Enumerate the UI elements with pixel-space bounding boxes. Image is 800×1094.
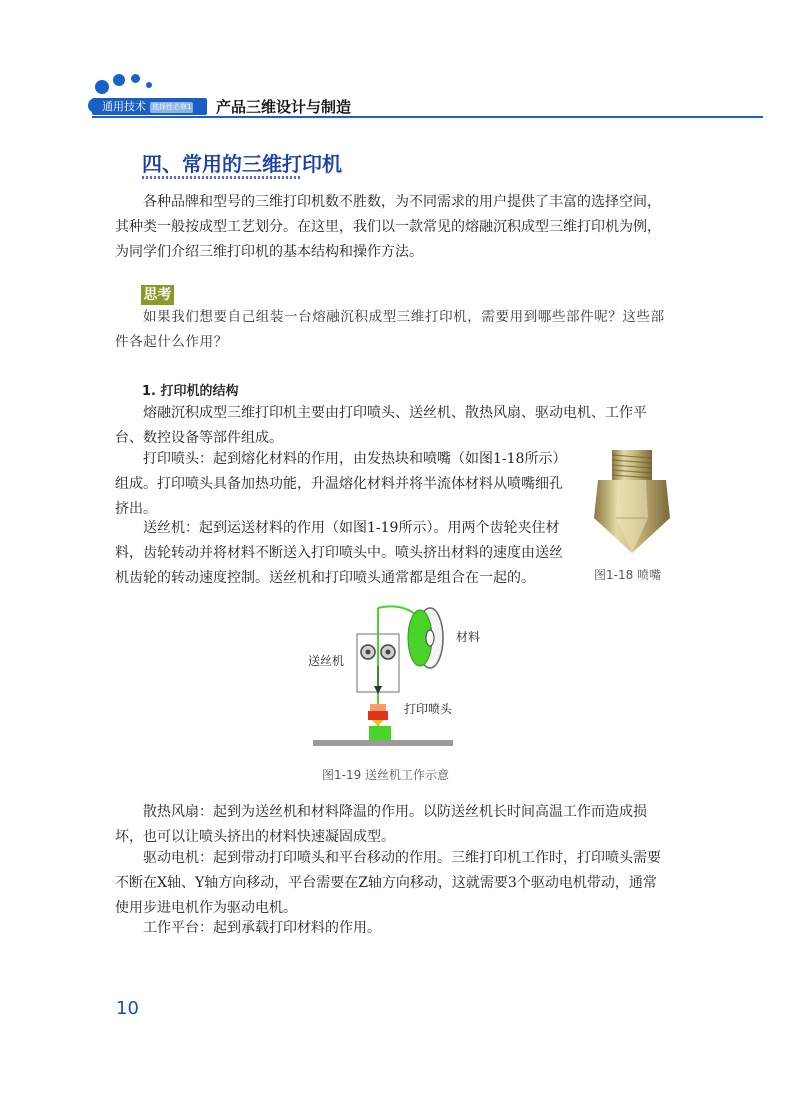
text-line: 不断在X轴、Y轴方向移动，平台需要在Z轴方向移动，这就需要3个驱动电机带动，通常 (115, 875, 657, 891)
think-badge: 思考 (141, 285, 174, 305)
header-dot (95, 80, 109, 94)
think-paragraph (115, 305, 665, 355)
feeder-paragraph (115, 516, 590, 591)
structure-paragraph (115, 401, 665, 451)
text-line: 驱动电机：起到带动打印喷头和平台移动的作用。三维打印机工作时，打印喷头需要 (143, 850, 661, 866)
text-line: 打印喷头：起到熔化材料的作用，由发热块和喷嘴（如图1-18所示） (143, 451, 567, 467)
header-tag-sub: 选择性必修1 (152, 103, 192, 111)
platform-paragraph (115, 916, 665, 941)
text-line: 组成。打印喷头具备加热功能，升温熔化材料并将半流体材料从喷嘴细孔 (115, 476, 563, 492)
text-line: 送丝机：起到运送材料的作用（如图1-19所示）。用两个齿轮夹住材 (143, 520, 560, 536)
header-dot (131, 74, 140, 83)
nozzle-illustration (592, 448, 672, 556)
header-rule (92, 116, 763, 118)
text-line: 件各起什么作用？ (115, 334, 228, 350)
label-feeder: 送丝机 (308, 654, 345, 668)
text-line: 各种品牌和型号的三维打印机数不胜数，为不同需求的用户提供了丰富的选择空间， (143, 194, 661, 210)
figure-caption: 图1-19 送丝机工作示意 (322, 768, 450, 782)
header-title: 产品三维设计与制造 (216, 98, 352, 116)
header-dot (146, 82, 152, 88)
feeder-diagram (308, 600, 458, 750)
text-line: 料，齿轮转动并将材料不断送入打印喷头中。喷头挤出材料的速度由送丝 (115, 545, 563, 561)
label-nozzle: 打印喷头 (404, 702, 453, 716)
text-line: 如果我们想要自己组装一台熔融沉积成型三维打印机，需要用到哪些部件呢？这些部 (143, 309, 665, 325)
motor-paragraph (115, 846, 665, 921)
header-tag-label: 通用技术 (102, 100, 146, 113)
text-line: 坏，也可以让喷头挤出的材料快速凝固成型。 (115, 829, 395, 845)
nozzle-paragraph (115, 447, 590, 522)
page-number: 10 (116, 998, 139, 1019)
text-line: 散热风扇：起到为送丝机和材料降温的作用。以防送丝机长时间高温工作而造成损 (143, 804, 647, 820)
header-tag (92, 98, 207, 115)
intro-paragraph (115, 190, 665, 265)
text-line: 工作平台：起到承载打印材料的作用。 (143, 920, 381, 936)
section-title: 四、常用的三维打印机 (142, 152, 342, 176)
text-line: 熔融沉积成型三维打印机主要由打印喷头、送丝机、散热风扇、驱动电机、工作平 (143, 405, 647, 421)
header-dot (113, 74, 125, 86)
text-line: 机齿轮的转动速度控制。送丝机和打印喷头通常都是组合在一起的。 (115, 570, 535, 586)
figure-caption: 图1-18 喷嘴 (594, 568, 662, 582)
subsection-heading: 1. 打印机的结构 (142, 384, 239, 399)
text-line: 为同学们介绍三维打印机的基本结构和操作方法。 (115, 244, 423, 260)
text-line: 挤出。 (115, 501, 157, 517)
fan-paragraph (115, 800, 665, 850)
section-title-rule (142, 176, 302, 179)
text-line: 台、数控设备等部件组成。 (115, 430, 283, 446)
text-line: 其种类一般按成型工艺划分。在这里，我们以一款常见的熔融沉积成型三维打印机为例， (115, 219, 661, 235)
label-material: 材料 (456, 630, 481, 644)
text-line: 使用步进电机作为驱动电机。 (115, 900, 297, 916)
